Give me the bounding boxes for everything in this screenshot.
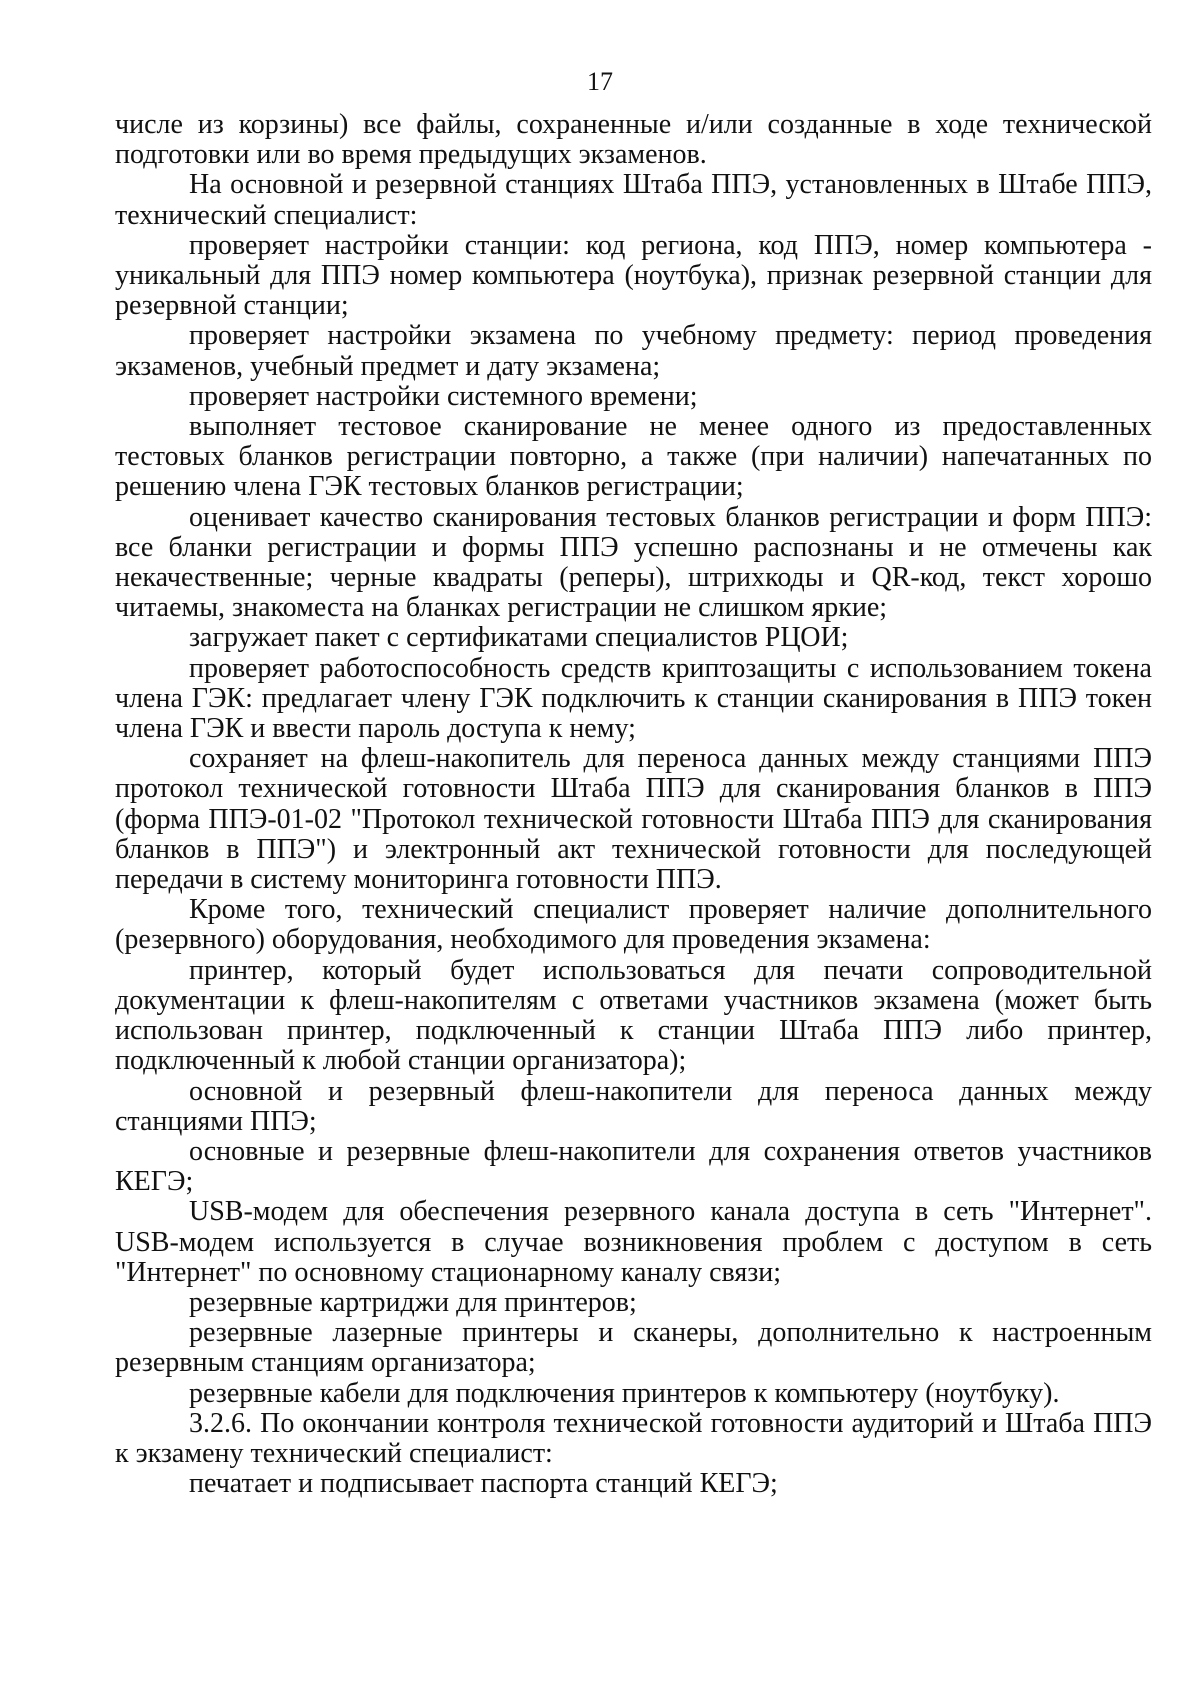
paragraph-3: проверяет настройки экзамена по учебному предмету: период проведения экзаменов, учебный предмет и дату экзамена; [115, 320, 1152, 382]
page-number: 17 [587, 67, 613, 96]
paragraph-18: 3.2.6. По окончании контроля технической готовности аудиторий и Штаба ППЭ к экзамену технический специалист: [115, 1407, 1152, 1469]
paragraph-11: принтер, который будет использоваться для печати сопроводительной документации к флеш-накопителям с ответами участников экзамена (может быть использован принтер, подключенный к станции Штаба ППЭ либо принтер, подключенный к любой станции организатора); [115, 954, 1152, 1077]
paragraph-12: основной и резервный флеш-накопители для переноса данных между станциями ППЭ; [115, 1075, 1152, 1137]
document-body [115, 110, 1152, 1499]
paragraph-15: резервные картриджи для принтеров; [189, 1286, 637, 1318]
paragraph-1: На основной и резервной станциях Штаба ППЭ, установленных в Штабе ППЭ, технический специалист: [115, 169, 1152, 231]
paragraph-19: печатает и подписывает паспорта станций КЕГЭ; [189, 1468, 778, 1500]
paragraph-5: выполняет тестовое сканирование не менее одного из предоставленных тестовых бланков регистрации повторно, а также (при наличии) напечатанных по решению члена ГЭК тестовых бланков регистрации; [115, 411, 1152, 503]
paragraph-16: резервные лазерные принтеры и сканеры, дополнительно к настроенным резервным станциям организатора; [115, 1317, 1152, 1379]
paragraph-4: проверяет настройки системного времени; [189, 380, 698, 412]
paragraph-9: сохраняет на флеш-накопитель для переноса данных между станциями ППЭ протокол технической готовности Штаба ППЭ для сканирования бланков в ППЭ (форма ППЭ-01-02 "Протокол технической готовности Штаба ППЭ для сканирования бланков в ППЭ") и электронный акт технической готовности для последующей передачи в систему мониторинга готовности ППЭ. [115, 743, 1152, 896]
paragraph-8: проверяет работоспособность средств криптозащиты с использованием токена члена ГЭК: предлагает члену ГЭК подключить к станции сканирования в ППЭ токен члена ГЭК и ввести пароль доступа к нему; [115, 652, 1152, 745]
paragraph-17: резервные кабели для подключения принтеров к компьютеру (ноутбуку). [189, 1377, 1060, 1409]
paragraph-13: основные и резервные флеш-накопители для сохранения ответов участников КЕГЭ; [115, 1135, 1152, 1198]
paragraph-14: USB-модем для обеспечения резервного канала доступа в сеть "Интернет". USB-модем используется в случае возникновения проблем с доступом в сеть "Интернет" по основному стационарному каналу связи; [115, 1196, 1152, 1288]
paragraph-7: загружает пакет с сертификатами специалистов РЦОИ; [189, 622, 849, 654]
paragraph-10: Кроме того, технический специалист проверяет наличие дополнительного (резервного) оборудования, необходимого для проведения экзамена: [115, 894, 1152, 956]
paragraph-0: числе из корзины) все файлы, сохраненные и/или созданные в ходе технической подготовки или во время предыдущих экзаменов. [115, 109, 1152, 171]
paragraph-6: оценивает качество сканирования тестовых бланков регистрации и форм ППЭ: все бланки регистрации и формы ППЭ успешно распознаны и не отмечены как некачественные; черные квадраты (реперы), штрихкоды и QR-код, текст хорошо читаемы, знакоместа на бланках регистрации не слишком яркие; [115, 501, 1152, 624]
paragraph-2: проверяет настройки станции: код региона, код ППЭ, номер компьютера - уникальный для ППЭ номер компьютера (ноутбука), признак резервной станции для резервной станции; [115, 229, 1152, 322]
